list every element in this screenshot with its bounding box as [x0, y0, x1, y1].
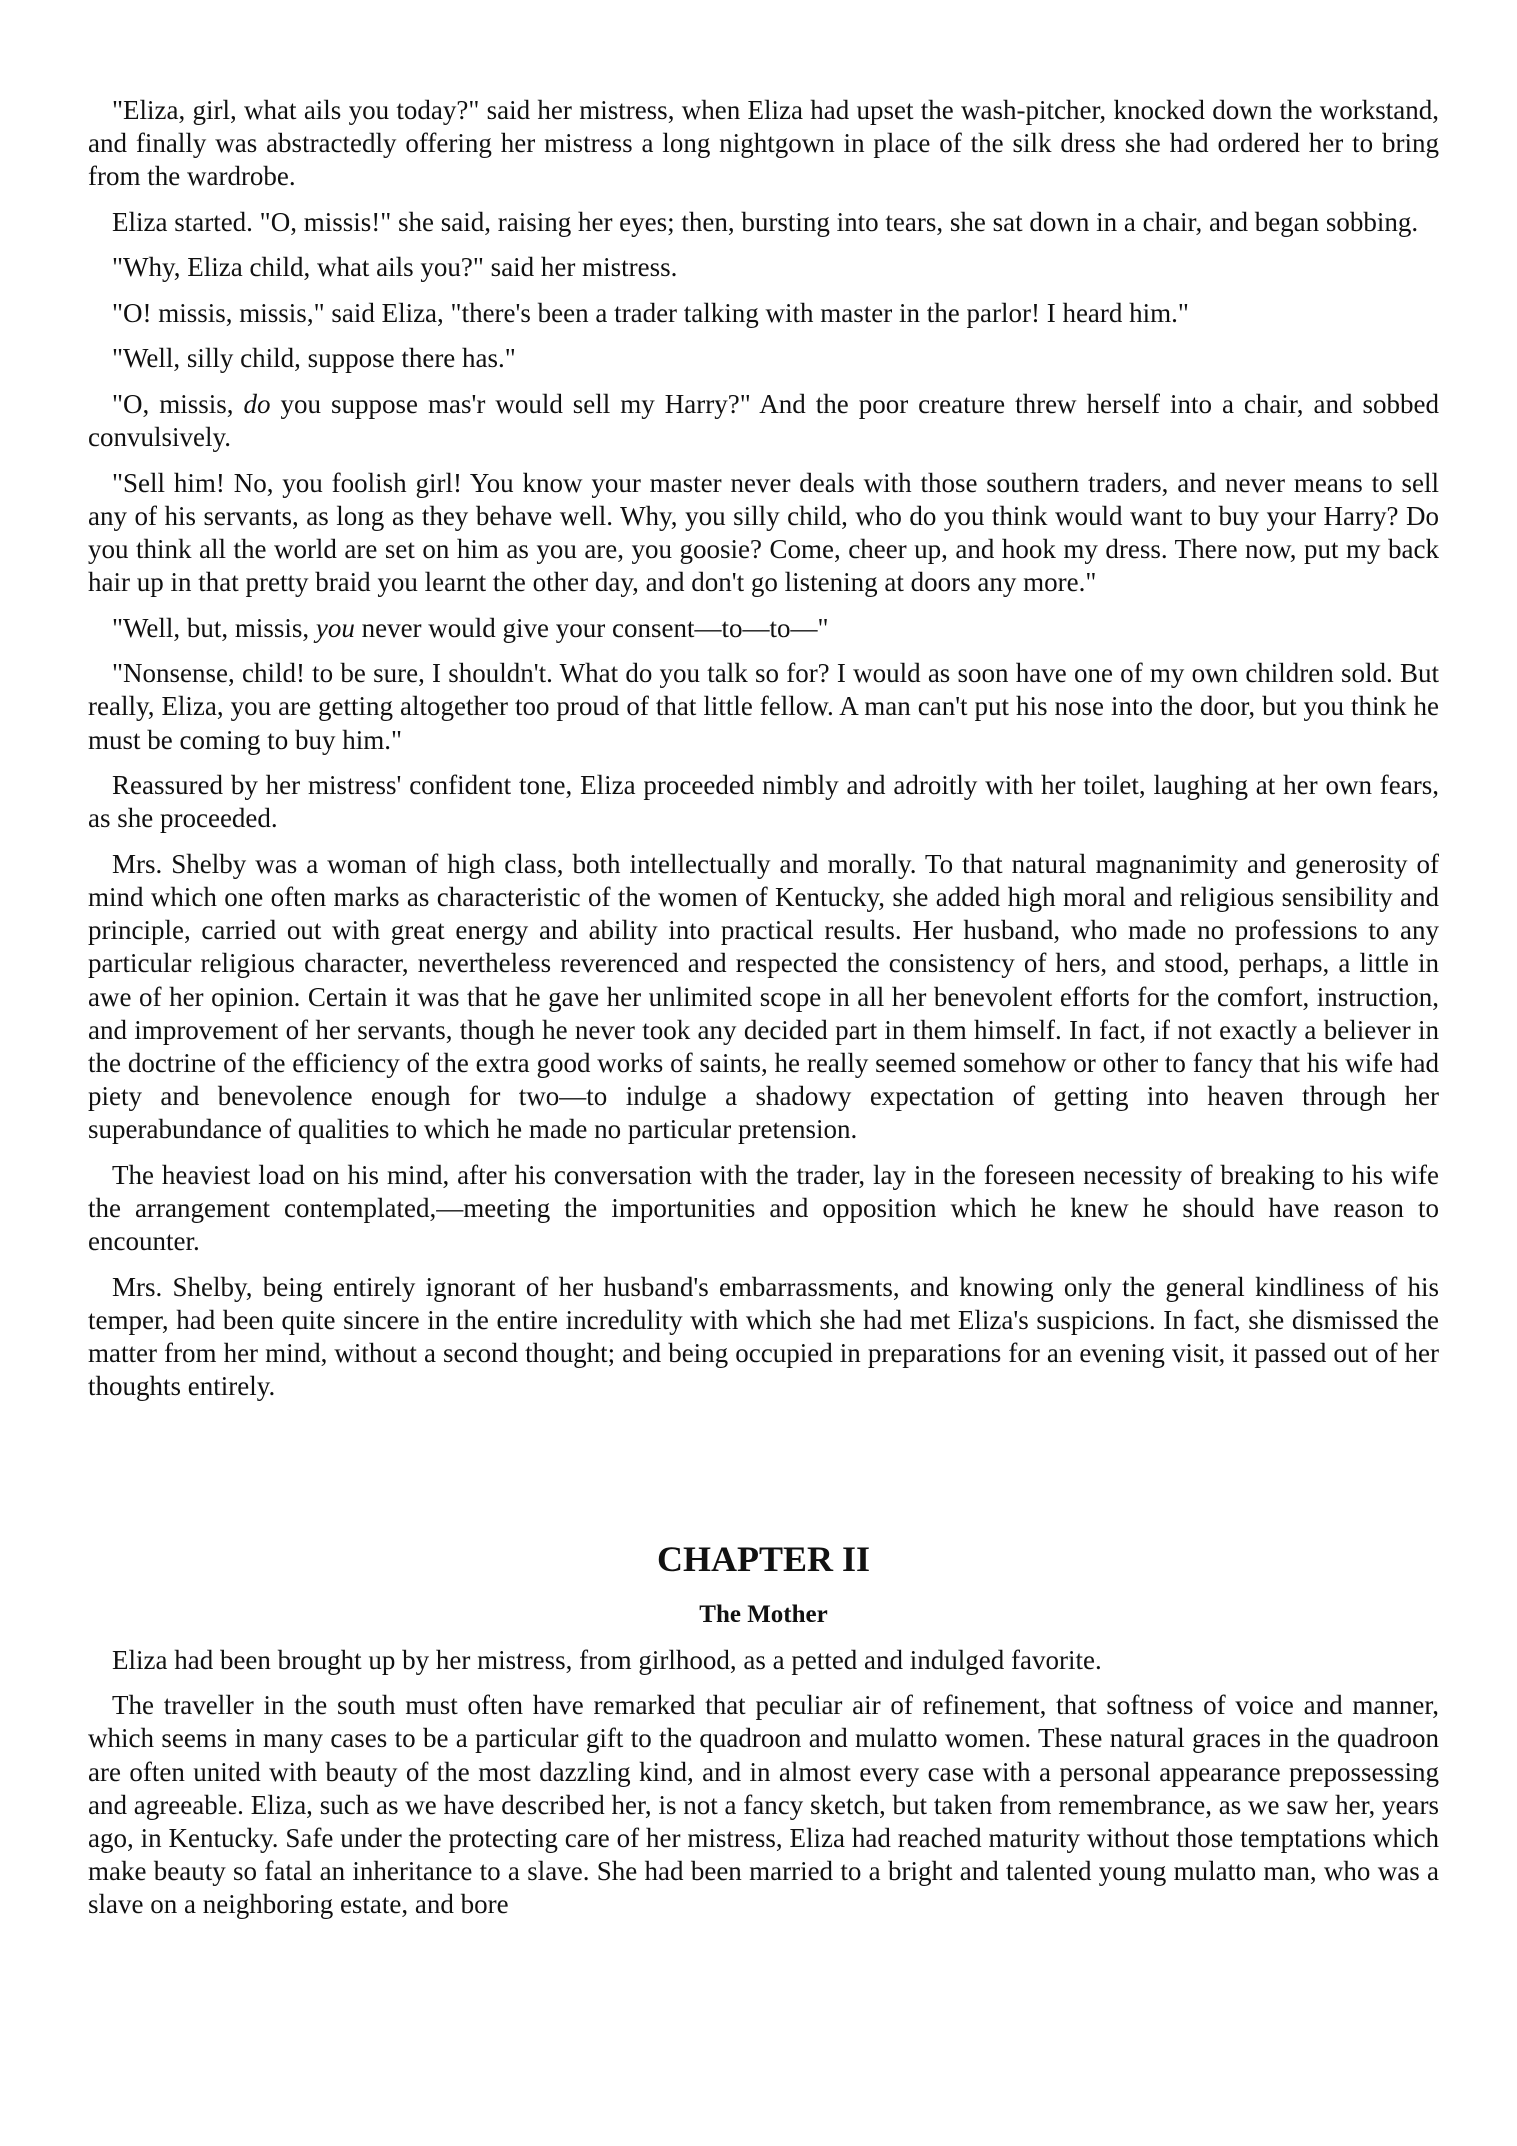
body-paragraph	[88, 1689, 1439, 1921]
paragraph-text: "Nonsense, child! to be sure, I shouldn't. What do you talk so for? I would as soon have one of my own children sold. But really, Eliza, you are getting altogether too proud of that little fellow. A man can't put his nose into the door, but you think he must be coming to buy him."	[88, 658, 1439, 755]
paragraph-text: Eliza started. "O, missis!" she said, raising her eyes; then, bursting into tears, she sat down in a chair, and began sobbing.	[112, 206, 1419, 237]
paragraph-text: "O! missis, missis," said Eliza, "there's been a trader talking with master in the parlor! I heard him."	[112, 297, 1189, 328]
emphasis-text: you	[315, 612, 355, 643]
chapter-heading: CHAPTER II	[656, 1538, 871, 1579]
body-paragraph	[88, 297, 1439, 330]
body-paragraph	[88, 94, 1439, 194]
body-paragraph	[88, 657, 1439, 757]
chapter-one-end-section	[88, 94, 1439, 1404]
paragraph-text: "Why, Eliza child, what ails you?" said her mistress.	[112, 252, 678, 283]
chapter-two-section	[88, 1644, 1439, 1922]
paragraph-text: Mrs. Shelby, being entirely ignorant of her husband's embarrassments, and knowing only the general kindliness of his temper, had been quite sincere in the entire incredulity with which she had met Eliza's suspicions. In fact, she dismissed the matter from her mind, without a second thought; and being occupied in preparations for an evening visit, it passed out of her thoughts entirely.	[88, 1271, 1439, 1402]
body-paragraph	[88, 251, 1439, 284]
paragraph-text: "O, missis,	[112, 388, 244, 419]
paragraph-text: "Well, silly child, suppose there has."	[112, 343, 516, 374]
body-paragraph	[88, 1159, 1439, 1259]
body-paragraph	[88, 206, 1439, 239]
chapter-break-spacer	[88, 1404, 1439, 1538]
paragraph-text: you suppose mas'r would sell my Harry?" And the poor creature threw herself into a chair, and sobbed convulsively.	[88, 388, 1440, 453]
body-paragraph	[88, 467, 1439, 600]
paragraph-text: The traveller in the south must often have remarked that peculiar air of refinement, that softness of voice and manner, which seems in many cases to be a particular gift to the quadroon and mulatto women. These natural graces in the quadroon are often united with beauty of the most dazzling kind, and in almost every case with a personal appearance prepossessing and agreeable. Eliza, such as we have described her, is not a fancy sketch, but taken from remembrance, as we saw her, years ago, in Kentucky. Safe under the protecting care of her mistress, Eliza had reached maturity without those temptations which make beauty so fatal an inheritance to a slave. She had been married to a bright and talented young mulatto man, who was a slave on a neighboring estate, and bore	[88, 1690, 1439, 1920]
body-paragraph	[88, 1271, 1439, 1404]
body-paragraph	[88, 848, 1439, 1147]
body-paragraph	[88, 769, 1439, 835]
paragraph-text: Reassured by her mistress' confident tone, Eliza proceeded nimbly and adroitly with her toilet, laughing at her own fears, as she proceeded.	[88, 770, 1439, 834]
paragraph-text: "Well, but, missis,	[112, 612, 316, 643]
emphasis-text: do	[243, 388, 271, 419]
paragraph-text: Mrs. Shelby was a woman of high class, both intellectually and morally. To that natural magnanimity and generosity of mind which one often marks as characteristic of the women of Kentucky, she added high moral and religious sensibility and principle, carried out with great energy and ability into practical results. Her husband, who made no professions to any particular religious character, nevertheless reverenced and respected the consistency of hers, and stood, perhaps, a little in awe of her opinion. Certain it was that he gave her unlimited scope in all her benevolent efforts for the comfort, instruction, and improvement of her servants, though he never took any decided part in them himself. In fact, if not exactly a believer in the doctrine of the efficiency of the extra good works of saints, he really seemed somehow or other to fancy that his wife had piety and benevolence enough for two—to indulge a shadowy expectation of getting into heaven through her superabundance of qualities to which he made no particular pretension.	[88, 848, 1439, 1145]
paragraph-text: "Eliza, girl, what ails you today?" said her mistress, when Eliza had upset the wash-pitcher, knocked down the workstand, and finally was abstractedly offering her mistress a long nightgown in place of the silk dress she had ordered her to bring from the wardrobe.	[88, 95, 1439, 192]
body-paragraph	[88, 1644, 1439, 1677]
body-paragraph	[88, 612, 1439, 645]
body-paragraph	[88, 388, 1439, 454]
chapter-subtitle: The Mother	[699, 1600, 828, 1628]
paragraph-text: never would give your consent—to—to—"	[354, 612, 829, 643]
paragraph-text: "Sell him! No, you foolish girl! You know your master never deals with those southern traders, and never means to sell any of his servants, as long as they behave well. Why, you silly child, who do you think would want to buy your Harry? Do you think all the world are set on him as you are, you goosie? Come, cheer up, and hook my dress. There now, put my back hair up in that pretty braid you learnt the other day, and don't go listening at doors any more."	[88, 467, 1439, 598]
paragraph-text: The heaviest load on his mind, after his conversation with the trader, lay in the foreseen necessity of breaking to his wife the arrangement contemplated,—meeting the importunities and opposition which he knew he should have reason to encounter.	[88, 1159, 1439, 1257]
document-page	[88, 94, 1439, 1934]
paragraph-text: Eliza had been brought up by her mistress, from girlhood, as a petted and indulged favorite.	[112, 1644, 1102, 1675]
body-paragraph	[88, 342, 1439, 375]
